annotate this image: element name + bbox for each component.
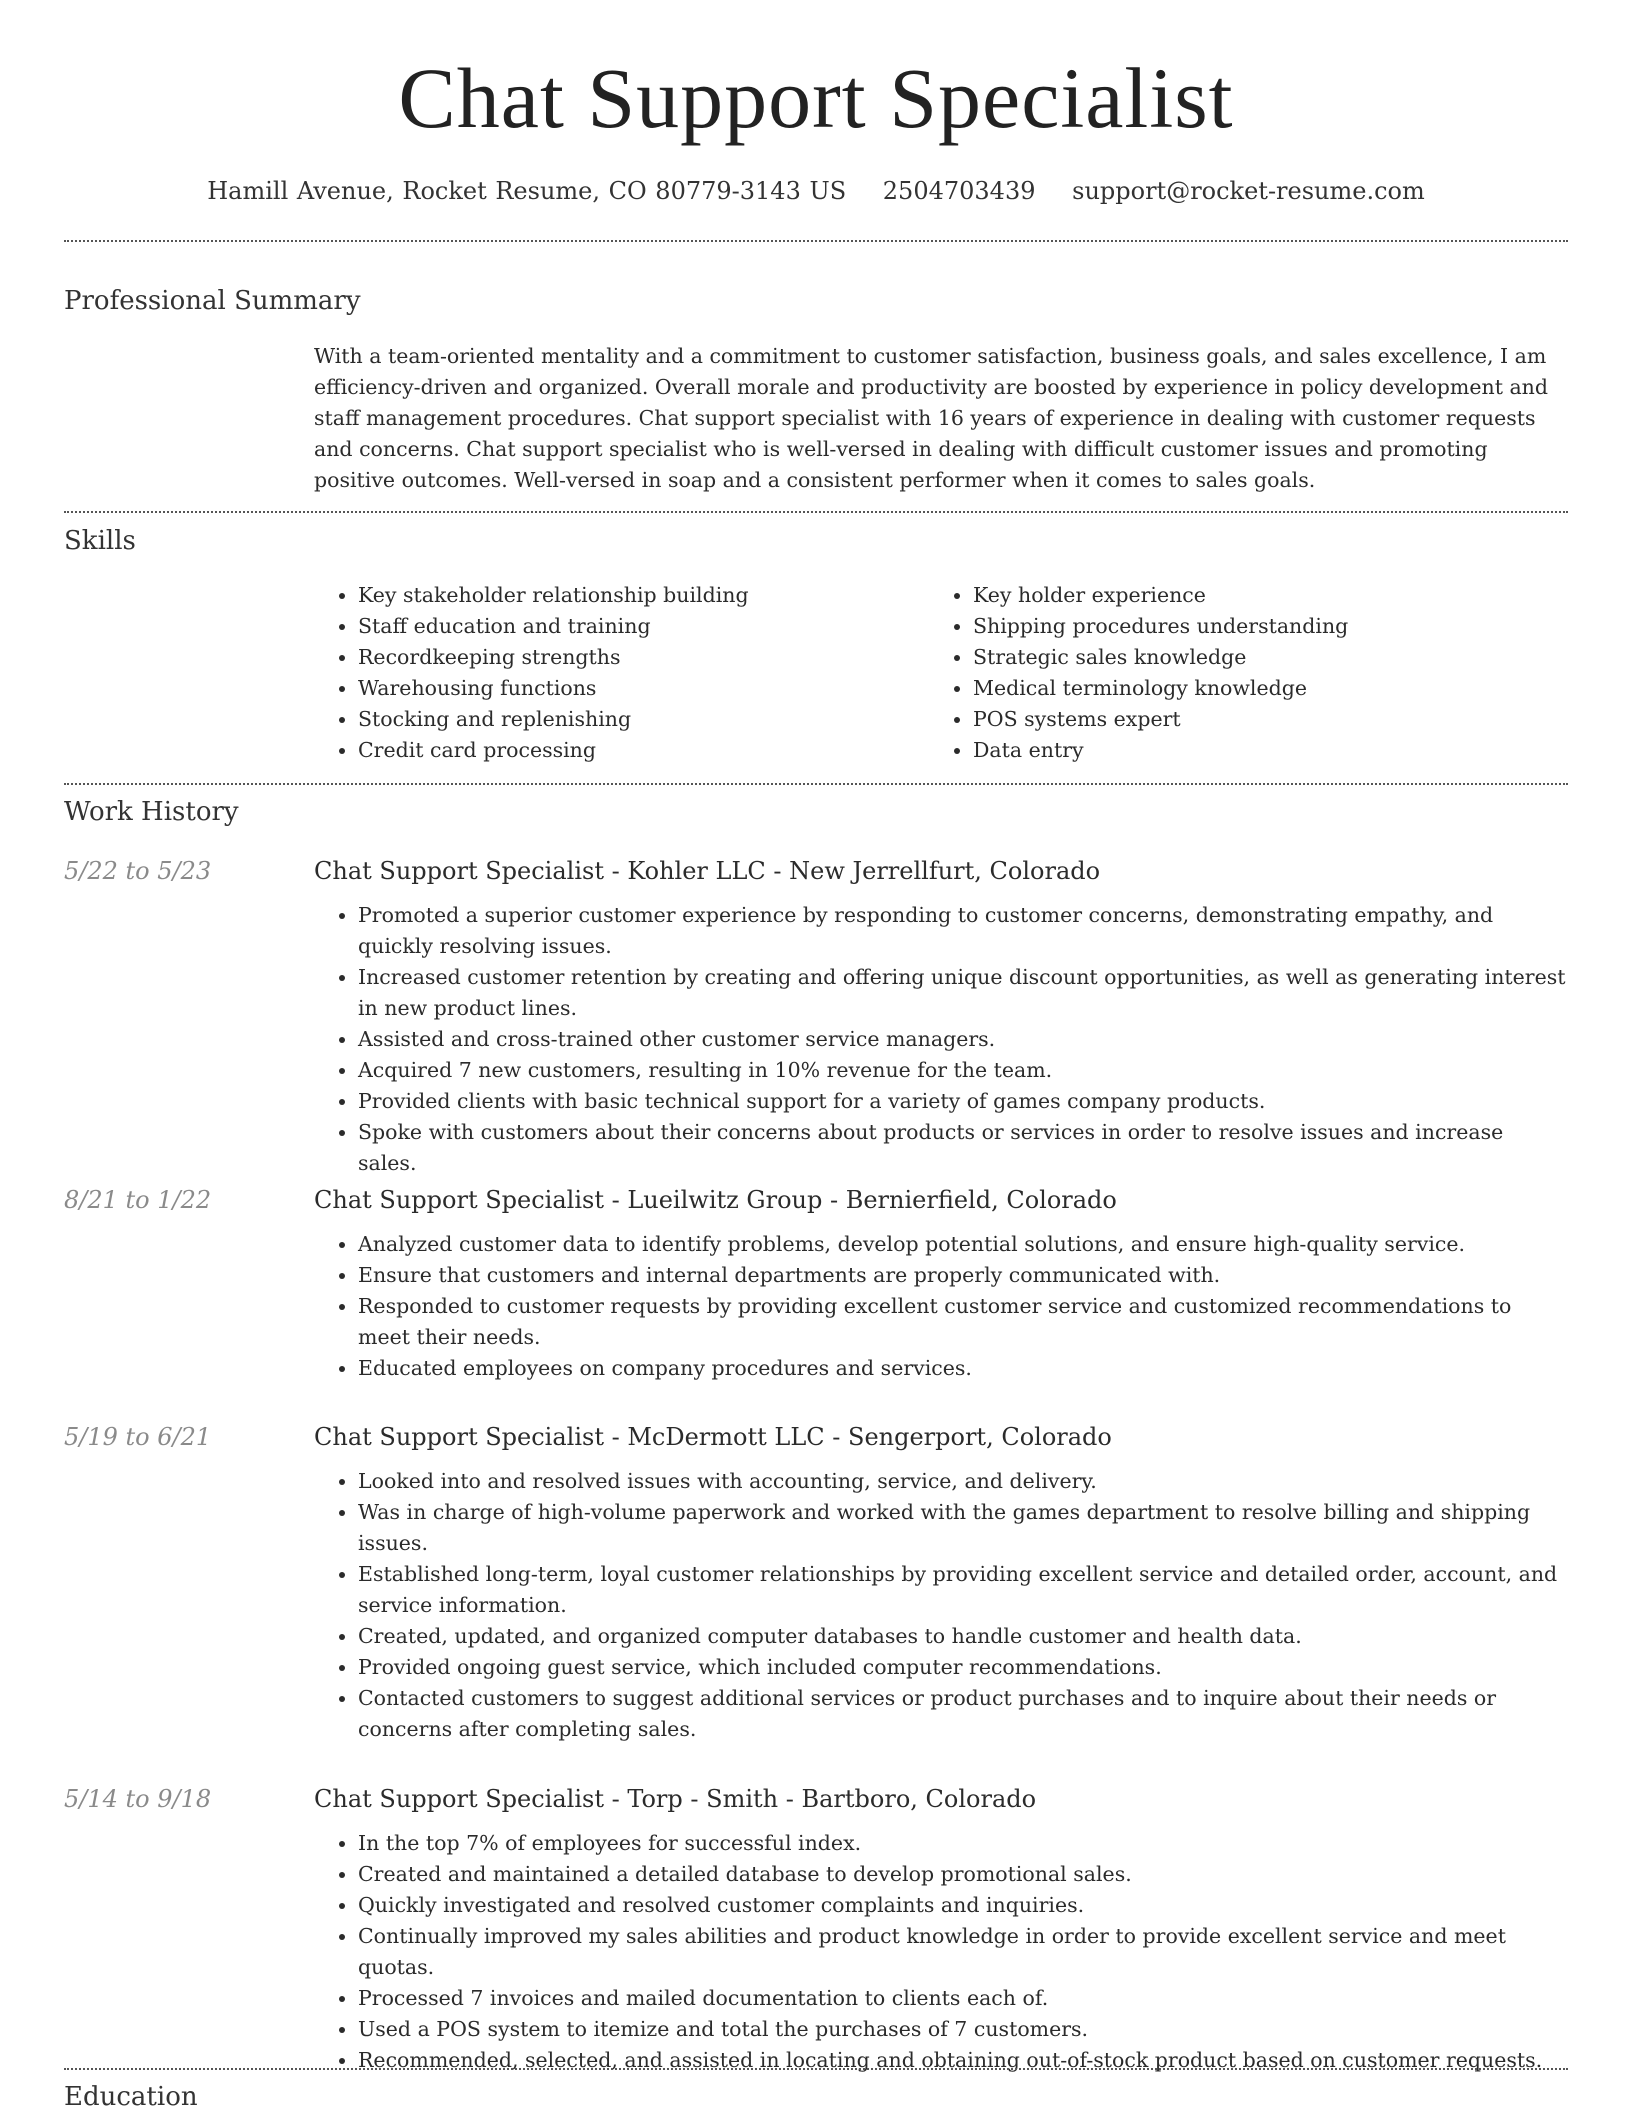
job-bullet: • In the top 7% of employees for successful index. bbox=[358, 1828, 1568, 1859]
job-bullet: • Processed 7 invoices and mailed documentation to clients each of. bbox=[358, 1983, 1568, 2014]
section-title-summary: Professional Summary bbox=[64, 286, 361, 316]
skill-item: • Key stakeholder relationship building bbox=[358, 580, 929, 611]
job-bullet: • Used a POS system to itemize and total the purchases of 7 customers. bbox=[358, 2014, 1568, 2045]
job-bullet: • Was in charge of high-volume paperwork and worked with the games department to resolve billing and shipping issues. bbox=[358, 1497, 1568, 1559]
job-date: 5/22 to 5/23 bbox=[64, 857, 212, 885]
skill-item: • Key holder experience bbox=[973, 580, 1544, 611]
job-bullet: • Quickly investigated and resolved customer complaints and inquiries. bbox=[358, 1890, 1568, 1921]
section-divider bbox=[64, 511, 1568, 513]
job-bullet: • Analyzed customer data to identify problems, develop potential solutions, and ensure high-quality service. bbox=[358, 1229, 1568, 1260]
job-bullet: • Promoted a superior customer experience by responding to customer concerns, demonstrating empathy, and quickly resolving issues. bbox=[358, 900, 1568, 962]
section-title-work-history: Work History bbox=[64, 797, 239, 827]
skill-item: • Recordkeeping strengths bbox=[358, 642, 929, 673]
job-title: Chat Support Specialist - Lueilwitz Group - Bernierfield, Colorado bbox=[314, 1186, 1117, 1214]
section-divider bbox=[64, 783, 1568, 785]
job-date: 5/19 to 6/21 bbox=[64, 1423, 212, 1451]
skill-item: • Medical terminology knowledge bbox=[973, 673, 1544, 704]
skill-item: • Credit card processing bbox=[358, 735, 929, 766]
skill-item: • Shipping procedures understanding bbox=[973, 611, 1544, 642]
summary-text: With a team-oriented mentality and a commitment to customer satisfaction, business goals, and sales excellence, I am efficiency-driven and organized. Overall morale and productivity are boosted by experience in policy development and staff management procedures. Chat support specialist with 16 years of experience in dealing with customer requests and concerns. Chat support specialist who is well-versed in dealing with difficult customer issues and promoting positive outcomes. Well-versed in soap and a consistent performer when it comes to sales goals. bbox=[314, 344, 1548, 492]
skill-item: • Stocking and replenishing bbox=[358, 704, 929, 735]
contact-email: support@rocket-resume.com bbox=[1072, 177, 1425, 205]
section-divider bbox=[64, 240, 1568, 242]
job-bullet: • Contacted customers to suggest additional services or product purchases and to inquire about their needs or concerns after completing sales. bbox=[358, 1683, 1568, 1745]
job-bullet: • Assisted and cross-trained other customer service managers. bbox=[358, 1024, 1568, 1055]
skill-item: • Warehousing functions bbox=[358, 673, 929, 704]
section-title-skills: Skills bbox=[64, 526, 136, 556]
skill-item: • Data entry bbox=[973, 735, 1544, 766]
job-bullet: • Established long-term, loyal customer relationships by providing excellent service and detailed order, account, and service information. bbox=[358, 1559, 1568, 1621]
section-title-education: Education bbox=[64, 2082, 198, 2112]
job-bullet: • Ensure that customers and internal departments are properly communicated with. bbox=[358, 1260, 1568, 1291]
job-bullets bbox=[314, 1229, 1568, 1384]
job-bullet: • Created, updated, and organized computer databases to handle customer and health data. bbox=[358, 1621, 1568, 1652]
job-date: 8/21 to 1/22 bbox=[64, 1186, 212, 1214]
section-divider bbox=[64, 2068, 1568, 2070]
job-bullet: • Spoke with customers about their concerns about products or services in order to resolve issues and increase sales. bbox=[358, 1117, 1568, 1179]
contact-address: Hamill Avenue, Rocket Resume, CO 80779-3143 US bbox=[207, 177, 847, 205]
job-bullets bbox=[314, 900, 1568, 1179]
job-bullets bbox=[314, 1466, 1568, 1745]
job-bullet: • Created and maintained a detailed database to develop promotional sales. bbox=[358, 1859, 1568, 1890]
skill-item: • Staff education and training bbox=[358, 611, 929, 642]
job-title: Chat Support Specialist - Kohler LLC - New Jerrellfurt, Colorado bbox=[314, 857, 1101, 885]
skills-column-left bbox=[314, 580, 929, 766]
job-bullet: • Looked into and resolved issues with accounting, service, and delivery. bbox=[358, 1466, 1568, 1497]
job-bullet: • Continually improved my sales abilities and product knowledge in order to provide excellent service and meet quotas. bbox=[358, 1921, 1568, 1983]
skill-item: • Strategic sales knowledge bbox=[973, 642, 1544, 673]
job-title: Chat Support Specialist - McDermott LLC - Sengerport, Colorado bbox=[314, 1423, 1112, 1451]
skills-column-right bbox=[929, 580, 1544, 766]
skill-item: • POS systems expert bbox=[973, 704, 1544, 735]
contact-line bbox=[0, 174, 1632, 208]
contact-phone: 2504703439 bbox=[882, 177, 1036, 205]
skills-list bbox=[314, 580, 1568, 766]
job-bullets bbox=[314, 1828, 1568, 2076]
job-bullet: • Educated employees on company procedures and services. bbox=[358, 1353, 1568, 1384]
job-bullet: • Acquired 7 new customers, resulting in 10% revenue for the team. bbox=[358, 1055, 1568, 1086]
resume-header bbox=[0, 0, 1632, 208]
job-bullet: • Responded to customer requests by providing excellent customer service and customized recommendations to meet their needs. bbox=[358, 1291, 1568, 1353]
resume-name: Chat Support Specialist bbox=[398, 50, 1234, 146]
job-bullet: • Provided clients with basic technical support for a variety of games company products. bbox=[358, 1086, 1568, 1117]
job-title: Chat Support Specialist - Torp - Smith - Bartboro, Colorado bbox=[314, 1785, 1037, 1813]
job-bullet: • Increased customer retention by creating and offering unique discount opportunities, as well as generating interest in new product lines. bbox=[358, 962, 1568, 1024]
job-bullet: • Provided ongoing guest service, which included computer recommendations. bbox=[358, 1652, 1568, 1683]
job-date: 5/14 to 9/18 bbox=[64, 1785, 212, 1813]
job-bullet: • Recommended, selected, and assisted in locating and obtaining out-of-stock product based on customer requests. bbox=[358, 2045, 1568, 2076]
